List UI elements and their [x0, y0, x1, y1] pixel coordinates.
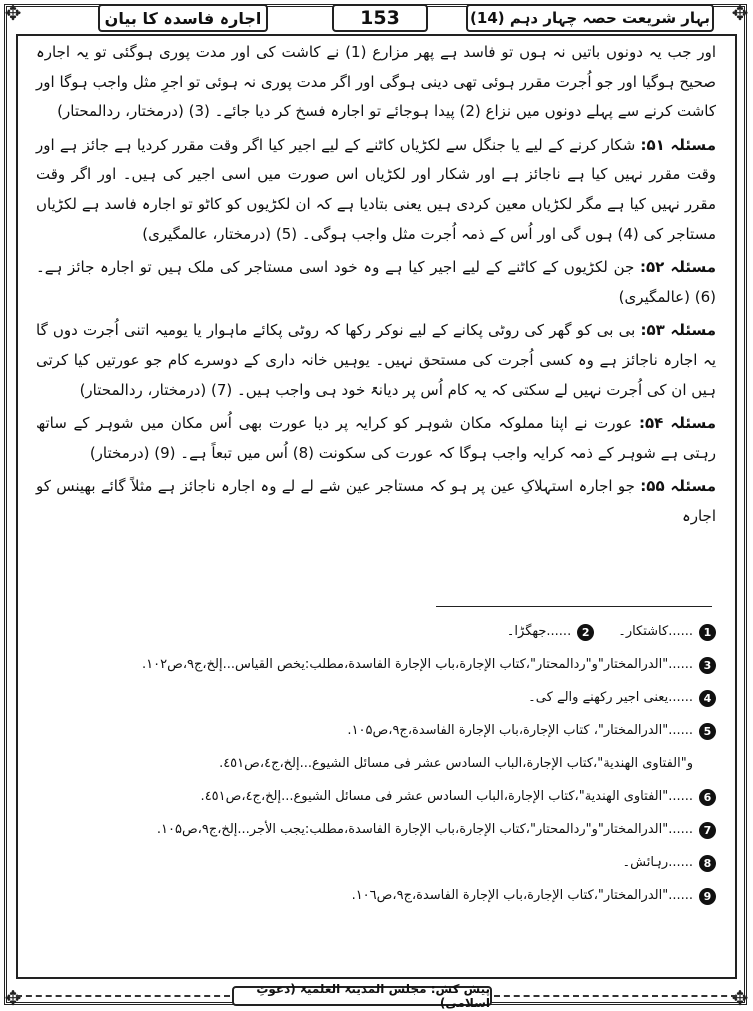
footnote-number: 9	[699, 888, 716, 905]
paragraph-text: عورت نے اپنا مملوکہ مکان شوہر کو کرایہ پر دیا عورت بھی اُس مکان میں شوہر کے ساتھ رہتی ہے شوہر کے ذمہ کرایہ واجب ہوگا کہ عورت کی سکونت (8) اُس میں تبعاً ہے۔ (9) (درمختار)	[36, 414, 716, 462]
footnote	[36, 717, 716, 745]
footnote	[36, 618, 716, 646]
paragraph	[36, 472, 716, 531]
paragraph	[36, 253, 716, 312]
footnote-number: 1	[699, 624, 716, 641]
footnote-number: 5	[699, 723, 716, 740]
footer-divider	[16, 995, 230, 997]
footnote-text: ......"الدرالمختار"،کتاب الإجارة،باب الإجارة الفاسدة،ج۹،ص۱۰٦.	[351, 888, 693, 903]
footnote-number: 8	[699, 855, 716, 872]
footnote	[36, 849, 716, 877]
footnote	[36, 684, 716, 712]
main-text	[36, 38, 716, 536]
footnote-text: ......"الدرالمختار"، کتاب الإجارة،باب الإجارة الفاسدة،ج۹،ص۱۰۵.	[347, 723, 693, 738]
paragraph-text: جو اجارہ استہلاکِ عین پر ہو کہ مستاجر عین شے لے لے وہ اجارہ ناجائز ہے مثلاً گائے بھینس کو اجارہ	[36, 477, 716, 525]
footnote-text: و"الفتاوی الھندیة"،کتاب الإجارة،الباب السادس عشر فی مسائل الشیوع...إلخ،ج٤،ص٤٥١.	[219, 756, 693, 771]
paragraph-text: شکار کرنے کے لیے یا جنگل سے لکڑیاں کاٹنے کے لیے اجیر کیا اگر وقت مقرر کردیا ہے جائز ہے اور وقت مقرر نہیں کیا ہے ناجائز ہے اور شکار اور لکڑیاں اس صورت میں اسی اجیر کی ہیں۔ اور اگر وقت مقرر نہیں کیا ہے مگر لکڑیاں معین کردی ہیں یعنی بتادیا ہے کہ ان لکڑیوں کو کاٹو تو اجارہ فاسد ہے لکڑیاں مستاجر کی (4) ہوں گی اور اُس کے ذمہ اُجرت مثل واجب ہوگی۔ (5) (درمختار، عالمگیری)	[36, 135, 716, 243]
paragraph	[36, 131, 716, 249]
footnote-divider	[436, 606, 712, 607]
footnote-number: 4	[699, 690, 716, 707]
footnote-number: 2	[577, 624, 594, 641]
masala-label: مسئلہ ۵۵:	[640, 477, 716, 496]
corner-ornament-icon: ✥	[731, 1, 749, 25]
paragraph	[36, 38, 716, 127]
footnote-text: ......"الفتاوی الھندیة"،کتاب الإجارة،الباب السادس عشر فی مسائل الشیوع...إلخ،ج٤،ص٤٥١.	[200, 789, 693, 804]
paragraph	[36, 316, 716, 405]
footnote-number: 6	[699, 789, 716, 806]
paragraph-text: جن لکڑیوں کے کاٹنے کے لیے اجیر کیا ہے وہ خود اسی مستاجر کی ملک ہیں تو اجارہ جائز ہے۔ (6) (عالمگیری)	[36, 258, 716, 306]
footnote-text: ......کاشتکار۔	[618, 624, 693, 639]
footnote	[36, 651, 716, 679]
paragraph-text: اور جب یہ دونوں باتیں نہ ہوں تو فاسد ہے پھر مزارع (1) نے کاشت کی اور مدت پوری ہوگئی تو یہ اجارہ صحیح ہوگیا اور جو اُجرت مقرر ہوئی تھی دینی ہوگی اور اگر مدت پوری نہ ہوئی تو اجرِ مثل واجب ہوگا اور کاشت کرنے سے پہلے دونوں میں نزاع (2) پیدا ہوجائے تو اجارہ فسخ کر دیا جائے۔ (3) (درمختار، ردالمحتار)	[36, 43, 717, 121]
footnote-continuation	[36, 750, 716, 778]
book-title: بہار شریعت حصہ چہار دہم (14)	[466, 4, 714, 32]
footnote-number: 3	[699, 657, 716, 674]
paragraph-text: بی بی کو گھر کی روٹی پکانے کے لیے نوکر رکھا کہ روٹی پکائے ماہوار یا یومیہ اتنی اُجرت دوں گا یہ اجارہ ناجائز ہے وہ کسی اُجرت کی مستحق نہیں۔ یوہیں خانہ داری کے دوسرے کام جو عورتیں کیا کرتی ہیں ان کی اُجرت نہیں لے سکتی کہ یہ کام اُس پر دیانۃً خود ہی واجب ہیں۔ (7) (درمختار، ردالمحتار)	[36, 321, 716, 399]
paragraph	[36, 409, 716, 468]
footnote-text: ......جھگڑا۔	[506, 624, 572, 639]
footnote-number: 7	[699, 822, 716, 839]
masala-label: مسئلہ ۵۴:	[638, 414, 716, 433]
footnote-item	[507, 618, 594, 646]
footnote-text: ......"الدرالمختار"و"ردالمحتار"،کتاب الإجارة،باب الإجارة الفاسدة،مطلب:یجب الأجر...إلخ،ج۹،ص۱۰۵.	[156, 822, 693, 837]
footnote-text: ......"الدرالمختار"و"ردالمحتار"،کتاب الإجارة،باب الإجارة الفاسدة،مطلب:یخص القیاس...إلخ،ج۹،ص۱۰۲.	[142, 657, 693, 672]
footnote-text: ......یعنی اجیر رکھنے والے کی۔	[528, 690, 693, 705]
page-number: 153	[332, 4, 428, 32]
footnotes	[36, 618, 716, 915]
footnote	[36, 783, 716, 811]
masala-label: مسئلہ ۵۱:	[640, 135, 716, 154]
footer-divider	[494, 995, 737, 997]
corner-ornament-icon: ✥	[4, 1, 22, 25]
chapter-title: اجارہ فاسدہ کا بیان	[98, 4, 268, 32]
footnote-text: ......رہائش۔	[622, 855, 693, 870]
masala-label: مسئلہ ۵۳:	[640, 321, 716, 340]
corner-ornament-icon: ✥	[731, 986, 749, 1010]
footnote	[36, 882, 716, 910]
corner-ornament-icon: ✥	[4, 986, 22, 1010]
masala-label: مسئلہ ۵۲:	[639, 258, 716, 277]
footnote	[36, 816, 716, 844]
footnote-item	[618, 618, 716, 646]
publisher-footer: پیش کش: مجلس المدینۃ العلمیۃ (دعوتِ اسلامی)	[232, 986, 492, 1006]
